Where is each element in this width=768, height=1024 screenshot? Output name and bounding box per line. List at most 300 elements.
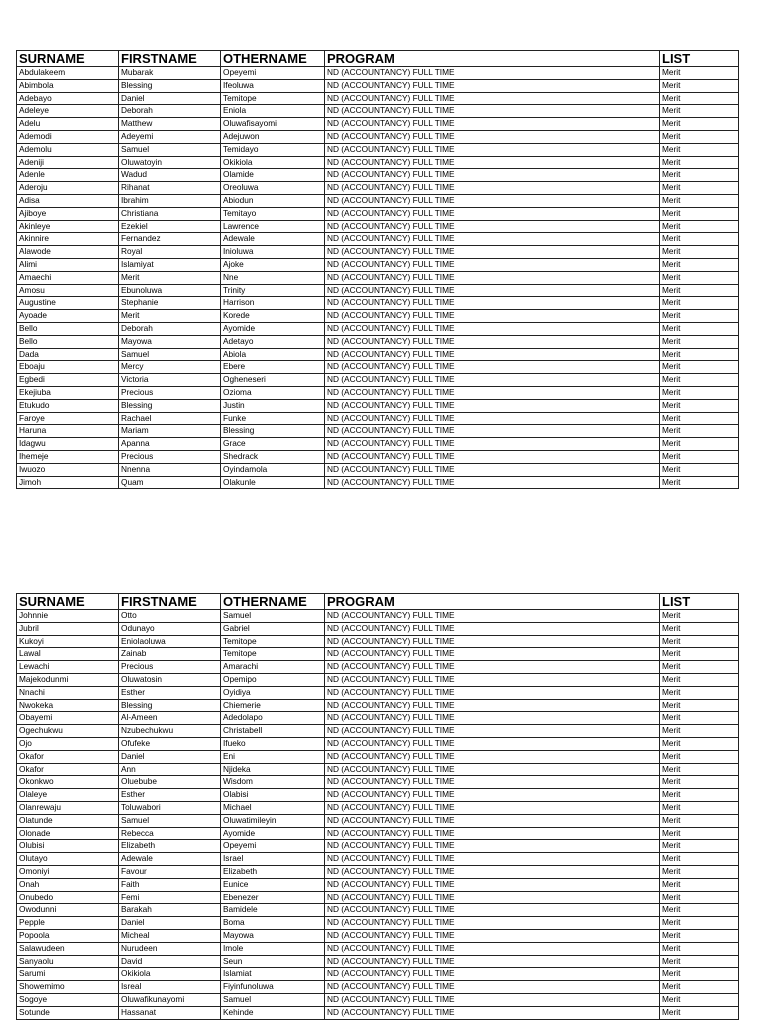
cell-surname: Nnachi: [17, 686, 119, 699]
table-row: [17, 712, 739, 725]
cell-firstname: Nzubechukwu: [119, 725, 221, 738]
cell-program: ND (ACCOUNTANCY) FULL TIME: [325, 673, 660, 686]
cell-firstname: Ebunoluwa: [119, 284, 221, 297]
results-table-2: [16, 593, 739, 1020]
table-body: [17, 67, 739, 489]
cell-list: Merit: [660, 450, 739, 463]
cell-firstname: Al-Ameen: [119, 712, 221, 725]
cell-othername: Ifeoluwa: [221, 79, 325, 92]
cell-program: ND (ACCOUNTANCY) FULL TIME: [325, 194, 660, 207]
cell-surname: Akinnire: [17, 233, 119, 246]
cell-list: Merit: [660, 79, 739, 92]
cell-surname: Jubril: [17, 622, 119, 635]
cell-othername: Olamide: [221, 169, 325, 182]
table-row: [17, 763, 739, 776]
cell-list: Merit: [660, 929, 739, 942]
cell-firstname: Esther: [119, 789, 221, 802]
cell-surname: Lewachi: [17, 661, 119, 674]
cell-program: ND (ACCOUNTANCY) FULL TIME: [325, 1006, 660, 1019]
cell-program: ND (ACCOUNTANCY) FULL TIME: [325, 955, 660, 968]
table-row: [17, 648, 739, 661]
cell-surname: Lawal: [17, 648, 119, 661]
cell-surname: Owodunni: [17, 904, 119, 917]
cell-firstname: Oluwatoyin: [119, 156, 221, 169]
cell-program: ND (ACCOUNTANCY) FULL TIME: [325, 412, 660, 425]
cell-othername: Eniola: [221, 105, 325, 118]
cell-othername: Temitayo: [221, 207, 325, 220]
cell-program: ND (ACCOUNTANCY) FULL TIME: [325, 105, 660, 118]
cell-list: Merit: [660, 661, 739, 674]
cell-list: Merit: [660, 476, 739, 489]
header-othername: OTHERNAME: [221, 594, 325, 610]
header-surname: SURNAME: [17, 594, 119, 610]
cell-program: ND (ACCOUNTANCY) FULL TIME: [325, 712, 660, 725]
cell-firstname: Stephanie: [119, 297, 221, 310]
table-row: [17, 968, 739, 981]
cell-program: ND (ACCOUNTANCY) FULL TIME: [325, 750, 660, 763]
cell-program: ND (ACCOUNTANCY) FULL TIME: [325, 310, 660, 323]
cell-surname: Popoola: [17, 929, 119, 942]
cell-surname: Amaechi: [17, 271, 119, 284]
table-row: [17, 789, 739, 802]
table-row: [17, 284, 739, 297]
table-row: [17, 118, 739, 131]
table-row: [17, 386, 739, 399]
header-row: [17, 594, 739, 610]
cell-list: Merit: [660, 156, 739, 169]
header-firstname: FIRSTNAME: [119, 51, 221, 67]
cell-list: Merit: [660, 246, 739, 259]
table-row: [17, 981, 739, 994]
cell-surname: Bello: [17, 335, 119, 348]
table-row: [17, 622, 739, 635]
header-othername: OTHERNAME: [221, 51, 325, 67]
cell-program: ND (ACCOUNTANCY) FULL TIME: [325, 814, 660, 827]
cell-list: Merit: [660, 425, 739, 438]
cell-firstname: David: [119, 955, 221, 968]
cell-list: Merit: [660, 840, 739, 853]
cell-surname: Olaleye: [17, 789, 119, 802]
table-row: [17, 130, 739, 143]
cell-program: ND (ACCOUNTANCY) FULL TIME: [325, 725, 660, 738]
cell-program: ND (ACCOUNTANCY) FULL TIME: [325, 993, 660, 1006]
cell-surname: Okonkwo: [17, 776, 119, 789]
table-row: [17, 92, 739, 105]
cell-surname: Iwuozo: [17, 463, 119, 476]
cell-surname: Obayemi: [17, 712, 119, 725]
table-row: [17, 438, 739, 451]
cell-othername: Opeyemi: [221, 840, 325, 853]
cell-surname: Etukudo: [17, 399, 119, 412]
header-list: LIST: [660, 51, 739, 67]
cell-program: ND (ACCOUNTANCY) FULL TIME: [325, 182, 660, 195]
cell-list: Merit: [660, 438, 739, 451]
table-row: [17, 993, 739, 1006]
cell-list: Merit: [660, 284, 739, 297]
cell-othername: Bamidele: [221, 904, 325, 917]
cell-othername: Temitope: [221, 648, 325, 661]
cell-surname: Kukoyi: [17, 635, 119, 648]
header-surname: SURNAME: [17, 51, 119, 67]
cell-surname: Sarumi: [17, 968, 119, 981]
cell-firstname: Quam: [119, 476, 221, 489]
cell-othername: Ebenezer: [221, 891, 325, 904]
cell-firstname: Zainab: [119, 648, 221, 661]
cell-firstname: Deborah: [119, 322, 221, 335]
cell-othername: Ajoke: [221, 258, 325, 271]
cell-othername: Ogheneseri: [221, 374, 325, 387]
cell-program: ND (ACCOUNTANCY) FULL TIME: [325, 827, 660, 840]
cell-program: ND (ACCOUNTANCY) FULL TIME: [325, 156, 660, 169]
cell-othername: Abiola: [221, 348, 325, 361]
header-program: PROGRAM: [325, 594, 660, 610]
cell-firstname: Merit: [119, 271, 221, 284]
cell-list: Merit: [660, 981, 739, 994]
cell-program: ND (ACCOUNTANCY) FULL TIME: [325, 233, 660, 246]
cell-program: ND (ACCOUNTANCY) FULL TIME: [325, 865, 660, 878]
cell-firstname: Nnenna: [119, 463, 221, 476]
cell-program: ND (ACCOUNTANCY) FULL TIME: [325, 220, 660, 233]
cell-list: Merit: [660, 993, 739, 1006]
cell-program: ND (ACCOUNTANCY) FULL TIME: [325, 438, 660, 451]
cell-firstname: Hassanat: [119, 1006, 221, 1019]
table-row: [17, 348, 739, 361]
cell-list: Merit: [660, 763, 739, 776]
cell-list: Merit: [660, 904, 739, 917]
cell-surname: Majekodunmi: [17, 673, 119, 686]
cell-program: ND (ACCOUNTANCY) FULL TIME: [325, 284, 660, 297]
cell-firstname: Merit: [119, 310, 221, 323]
cell-list: Merit: [660, 673, 739, 686]
cell-othername: Kehinde: [221, 1006, 325, 1019]
cell-list: Merit: [660, 310, 739, 323]
cell-program: ND (ACCOUNTANCY) FULL TIME: [325, 840, 660, 853]
cell-program: ND (ACCOUNTANCY) FULL TIME: [325, 450, 660, 463]
table-row: [17, 182, 739, 195]
cell-list: Merit: [660, 361, 739, 374]
cell-firstname: Otto: [119, 610, 221, 623]
cell-list: Merit: [660, 853, 739, 866]
table-row: [17, 686, 739, 699]
cell-othername: Grace: [221, 438, 325, 451]
cell-othername: Temitope: [221, 635, 325, 648]
cell-program: ND (ACCOUNTANCY) FULL TIME: [325, 386, 660, 399]
cell-firstname: Adewale: [119, 853, 221, 866]
cell-list: Merit: [660, 712, 739, 725]
cell-firstname: Samuel: [119, 143, 221, 156]
cell-firstname: Isreal: [119, 981, 221, 994]
cell-list: Merit: [660, 865, 739, 878]
table-row: [17, 801, 739, 814]
cell-othername: Christabell: [221, 725, 325, 738]
cell-othername: Olabisi: [221, 789, 325, 802]
cell-firstname: Deborah: [119, 105, 221, 118]
cell-othername: Eni: [221, 750, 325, 763]
cell-surname: Omoniyi: [17, 865, 119, 878]
cell-surname: Adeniji: [17, 156, 119, 169]
cell-othername: Ozioma: [221, 386, 325, 399]
cell-othername: Temitope: [221, 92, 325, 105]
cell-list: Merit: [660, 648, 739, 661]
cell-program: ND (ACCOUNTANCY) FULL TIME: [325, 942, 660, 955]
cell-surname: Ojo: [17, 737, 119, 750]
cell-othername: Adetayo: [221, 335, 325, 348]
table-row: [17, 220, 739, 233]
cell-surname: Adeleye: [17, 105, 119, 118]
cell-othername: Blessing: [221, 425, 325, 438]
cell-program: ND (ACCOUNTANCY) FULL TIME: [325, 929, 660, 942]
cell-program: ND (ACCOUNTANCY) FULL TIME: [325, 904, 660, 917]
cell-list: Merit: [660, 105, 739, 118]
table-row: [17, 194, 739, 207]
cell-list: Merit: [660, 955, 739, 968]
cell-surname: Okafor: [17, 750, 119, 763]
cell-list: Merit: [660, 750, 739, 763]
cell-program: ND (ACCOUNTANCY) FULL TIME: [325, 610, 660, 623]
cell-list: Merit: [660, 463, 739, 476]
cell-surname: Olatunde: [17, 814, 119, 827]
cell-list: Merit: [660, 67, 739, 80]
cell-surname: Abdulakeem: [17, 67, 119, 80]
cell-surname: Sogoye: [17, 993, 119, 1006]
cell-firstname: Samuel: [119, 814, 221, 827]
cell-surname: Faroye: [17, 412, 119, 425]
cell-othername: Okikiola: [221, 156, 325, 169]
cell-firstname: Barakah: [119, 904, 221, 917]
cell-list: Merit: [660, 737, 739, 750]
cell-firstname: Rihanat: [119, 182, 221, 195]
table-row: [17, 156, 739, 169]
cell-program: ND (ACCOUNTANCY) FULL TIME: [325, 348, 660, 361]
table-row: [17, 891, 739, 904]
cell-surname: Abimbola: [17, 79, 119, 92]
cell-list: Merit: [660, 891, 739, 904]
cell-surname: Idagwu: [17, 438, 119, 451]
cell-program: ND (ACCOUNTANCY) FULL TIME: [325, 335, 660, 348]
cell-program: ND (ACCOUNTANCY) FULL TIME: [325, 118, 660, 131]
table-row: [17, 917, 739, 930]
cell-surname: Jimoh: [17, 476, 119, 489]
cell-surname: Showemimo: [17, 981, 119, 994]
table-row: [17, 750, 739, 763]
cell-surname: Bello: [17, 322, 119, 335]
cell-firstname: Victoria: [119, 374, 221, 387]
cell-program: ND (ACCOUNTANCY) FULL TIME: [325, 476, 660, 489]
cell-list: Merit: [660, 348, 739, 361]
results-table-1: [16, 50, 739, 489]
table-row: [17, 878, 739, 891]
cell-firstname: Nurudeen: [119, 942, 221, 955]
cell-othername: Oluwatimileyin: [221, 814, 325, 827]
cell-othername: Islamiat: [221, 968, 325, 981]
cell-surname: Adebayo: [17, 92, 119, 105]
cell-firstname: Oluebube: [119, 776, 221, 789]
cell-list: Merit: [660, 220, 739, 233]
cell-list: Merit: [660, 878, 739, 891]
cell-firstname: Favour: [119, 865, 221, 878]
table-row: [17, 699, 739, 712]
cell-othername: Ayomide: [221, 322, 325, 335]
cell-othername: Lawrence: [221, 220, 325, 233]
cell-firstname: Samuel: [119, 348, 221, 361]
cell-program: ND (ACCOUNTANCY) FULL TIME: [325, 648, 660, 661]
cell-surname: Olanrewaju: [17, 801, 119, 814]
cell-list: Merit: [660, 130, 739, 143]
cell-program: ND (ACCOUNTANCY) FULL TIME: [325, 143, 660, 156]
table-row: [17, 476, 739, 489]
cell-othername: Abiodun: [221, 194, 325, 207]
cell-firstname: Rachael: [119, 412, 221, 425]
cell-othername: Inioluwa: [221, 246, 325, 259]
cell-list: Merit: [660, 399, 739, 412]
cell-othername: Trinity: [221, 284, 325, 297]
cell-list: Merit: [660, 968, 739, 981]
cell-surname: Ayoade: [17, 310, 119, 323]
cell-list: Merit: [660, 182, 739, 195]
cell-othername: Ifueko: [221, 737, 325, 750]
cell-program: ND (ACCOUNTANCY) FULL TIME: [325, 622, 660, 635]
cell-firstname: Rebecca: [119, 827, 221, 840]
table-row: [17, 853, 739, 866]
cell-program: ND (ACCOUNTANCY) FULL TIME: [325, 361, 660, 374]
cell-othername: Justin: [221, 399, 325, 412]
table-row: [17, 271, 739, 284]
cell-program: ND (ACCOUNTANCY) FULL TIME: [325, 776, 660, 789]
cell-surname: Alawode: [17, 246, 119, 259]
cell-surname: Ekejiuba: [17, 386, 119, 399]
cell-firstname: Odunayo: [119, 622, 221, 635]
cell-surname: Ademolu: [17, 143, 119, 156]
cell-program: ND (ACCOUNTANCY) FULL TIME: [325, 878, 660, 891]
table-row: [17, 399, 739, 412]
cell-othername: Opemipo: [221, 673, 325, 686]
cell-list: Merit: [660, 776, 739, 789]
cell-firstname: Ezekiel: [119, 220, 221, 233]
cell-othername: Samuel: [221, 993, 325, 1006]
table-row: [17, 412, 739, 425]
table-row: [17, 904, 739, 917]
table-row: [17, 374, 739, 387]
cell-firstname: Adeyemi: [119, 130, 221, 143]
cell-othername: Njideka: [221, 763, 325, 776]
cell-program: ND (ACCOUNTANCY) FULL TIME: [325, 399, 660, 412]
cell-firstname: Precious: [119, 450, 221, 463]
cell-program: ND (ACCOUNTANCY) FULL TIME: [325, 661, 660, 674]
cell-othername: Elizabeth: [221, 865, 325, 878]
cell-program: ND (ACCOUNTANCY) FULL TIME: [325, 737, 660, 750]
cell-firstname: Mariam: [119, 425, 221, 438]
cell-list: Merit: [660, 92, 739, 105]
cell-othername: Gabriel: [221, 622, 325, 635]
cell-program: ND (ACCOUNTANCY) FULL TIME: [325, 699, 660, 712]
cell-firstname: Fernandez: [119, 233, 221, 246]
cell-surname: Haruna: [17, 425, 119, 438]
table-row: [17, 776, 739, 789]
cell-othername: Boma: [221, 917, 325, 930]
cell-program: ND (ACCOUNTANCY) FULL TIME: [325, 968, 660, 981]
table-body: [17, 610, 739, 1020]
cell-program: ND (ACCOUNTANCY) FULL TIME: [325, 271, 660, 284]
table-row: [17, 297, 739, 310]
cell-othername: Wisdom: [221, 776, 325, 789]
cell-othername: Fiyinfunoluwa: [221, 981, 325, 994]
cell-surname: Adenle: [17, 169, 119, 182]
table-row: [17, 827, 739, 840]
cell-surname: Ogechukwu: [17, 725, 119, 738]
cell-othername: Oreoluwa: [221, 182, 325, 195]
cell-firstname: Mubarak: [119, 67, 221, 80]
cell-list: Merit: [660, 271, 739, 284]
cell-program: ND (ACCOUNTANCY) FULL TIME: [325, 686, 660, 699]
cell-surname: Olonade: [17, 827, 119, 840]
cell-list: Merit: [660, 322, 739, 335]
cell-program: ND (ACCOUNTANCY) FULL TIME: [325, 79, 660, 92]
table-row: [17, 143, 739, 156]
cell-program: ND (ACCOUNTANCY) FULL TIME: [325, 297, 660, 310]
cell-firstname: Christiana: [119, 207, 221, 220]
cell-firstname: Okikiola: [119, 968, 221, 981]
table-row: [17, 79, 739, 92]
cell-surname: Sanyaolu: [17, 955, 119, 968]
cell-list: Merit: [660, 622, 739, 635]
table-row: [17, 246, 739, 259]
cell-list: Merit: [660, 827, 739, 840]
cell-surname: Egbedi: [17, 374, 119, 387]
cell-othername: Shedrack: [221, 450, 325, 463]
cell-surname: Augustine: [17, 297, 119, 310]
cell-program: ND (ACCOUNTANCY) FULL TIME: [325, 67, 660, 80]
cell-list: Merit: [660, 699, 739, 712]
cell-list: Merit: [660, 942, 739, 955]
table-row: [17, 725, 739, 738]
cell-list: Merit: [660, 118, 739, 131]
cell-list: Merit: [660, 814, 739, 827]
table-row: [17, 233, 739, 246]
cell-program: ND (ACCOUNTANCY) FULL TIME: [325, 169, 660, 182]
cell-firstname: Ibrahim: [119, 194, 221, 207]
header-row: [17, 51, 739, 67]
cell-othername: Temidayo: [221, 143, 325, 156]
cell-surname: Okafor: [17, 763, 119, 776]
cell-othername: Adejuwon: [221, 130, 325, 143]
cell-list: Merit: [660, 194, 739, 207]
cell-surname: Eboaju: [17, 361, 119, 374]
cell-firstname: Mayowa: [119, 335, 221, 348]
cell-list: Merit: [660, 335, 739, 348]
table-row: [17, 105, 739, 118]
table-row: [17, 673, 739, 686]
cell-program: ND (ACCOUNTANCY) FULL TIME: [325, 207, 660, 220]
cell-firstname: Daniel: [119, 750, 221, 763]
cell-list: Merit: [660, 297, 739, 310]
table-row: [17, 335, 739, 348]
cell-firstname: Precious: [119, 386, 221, 399]
cell-list: Merit: [660, 258, 739, 271]
cell-program: ND (ACCOUNTANCY) FULL TIME: [325, 789, 660, 802]
cell-firstname: Islamiyat: [119, 258, 221, 271]
cell-othername: Amarachi: [221, 661, 325, 674]
cell-program: ND (ACCOUNTANCY) FULL TIME: [325, 425, 660, 438]
cell-firstname: Precious: [119, 661, 221, 674]
cell-firstname: Apanna: [119, 438, 221, 451]
cell-program: ND (ACCOUNTANCY) FULL TIME: [325, 463, 660, 476]
cell-program: ND (ACCOUNTANCY) FULL TIME: [325, 853, 660, 866]
cell-program: ND (ACCOUNTANCY) FULL TIME: [325, 891, 660, 904]
cell-list: Merit: [660, 917, 739, 930]
cell-othername: Oyidiya: [221, 686, 325, 699]
cell-othername: Israel: [221, 853, 325, 866]
cell-firstname: Blessing: [119, 399, 221, 412]
